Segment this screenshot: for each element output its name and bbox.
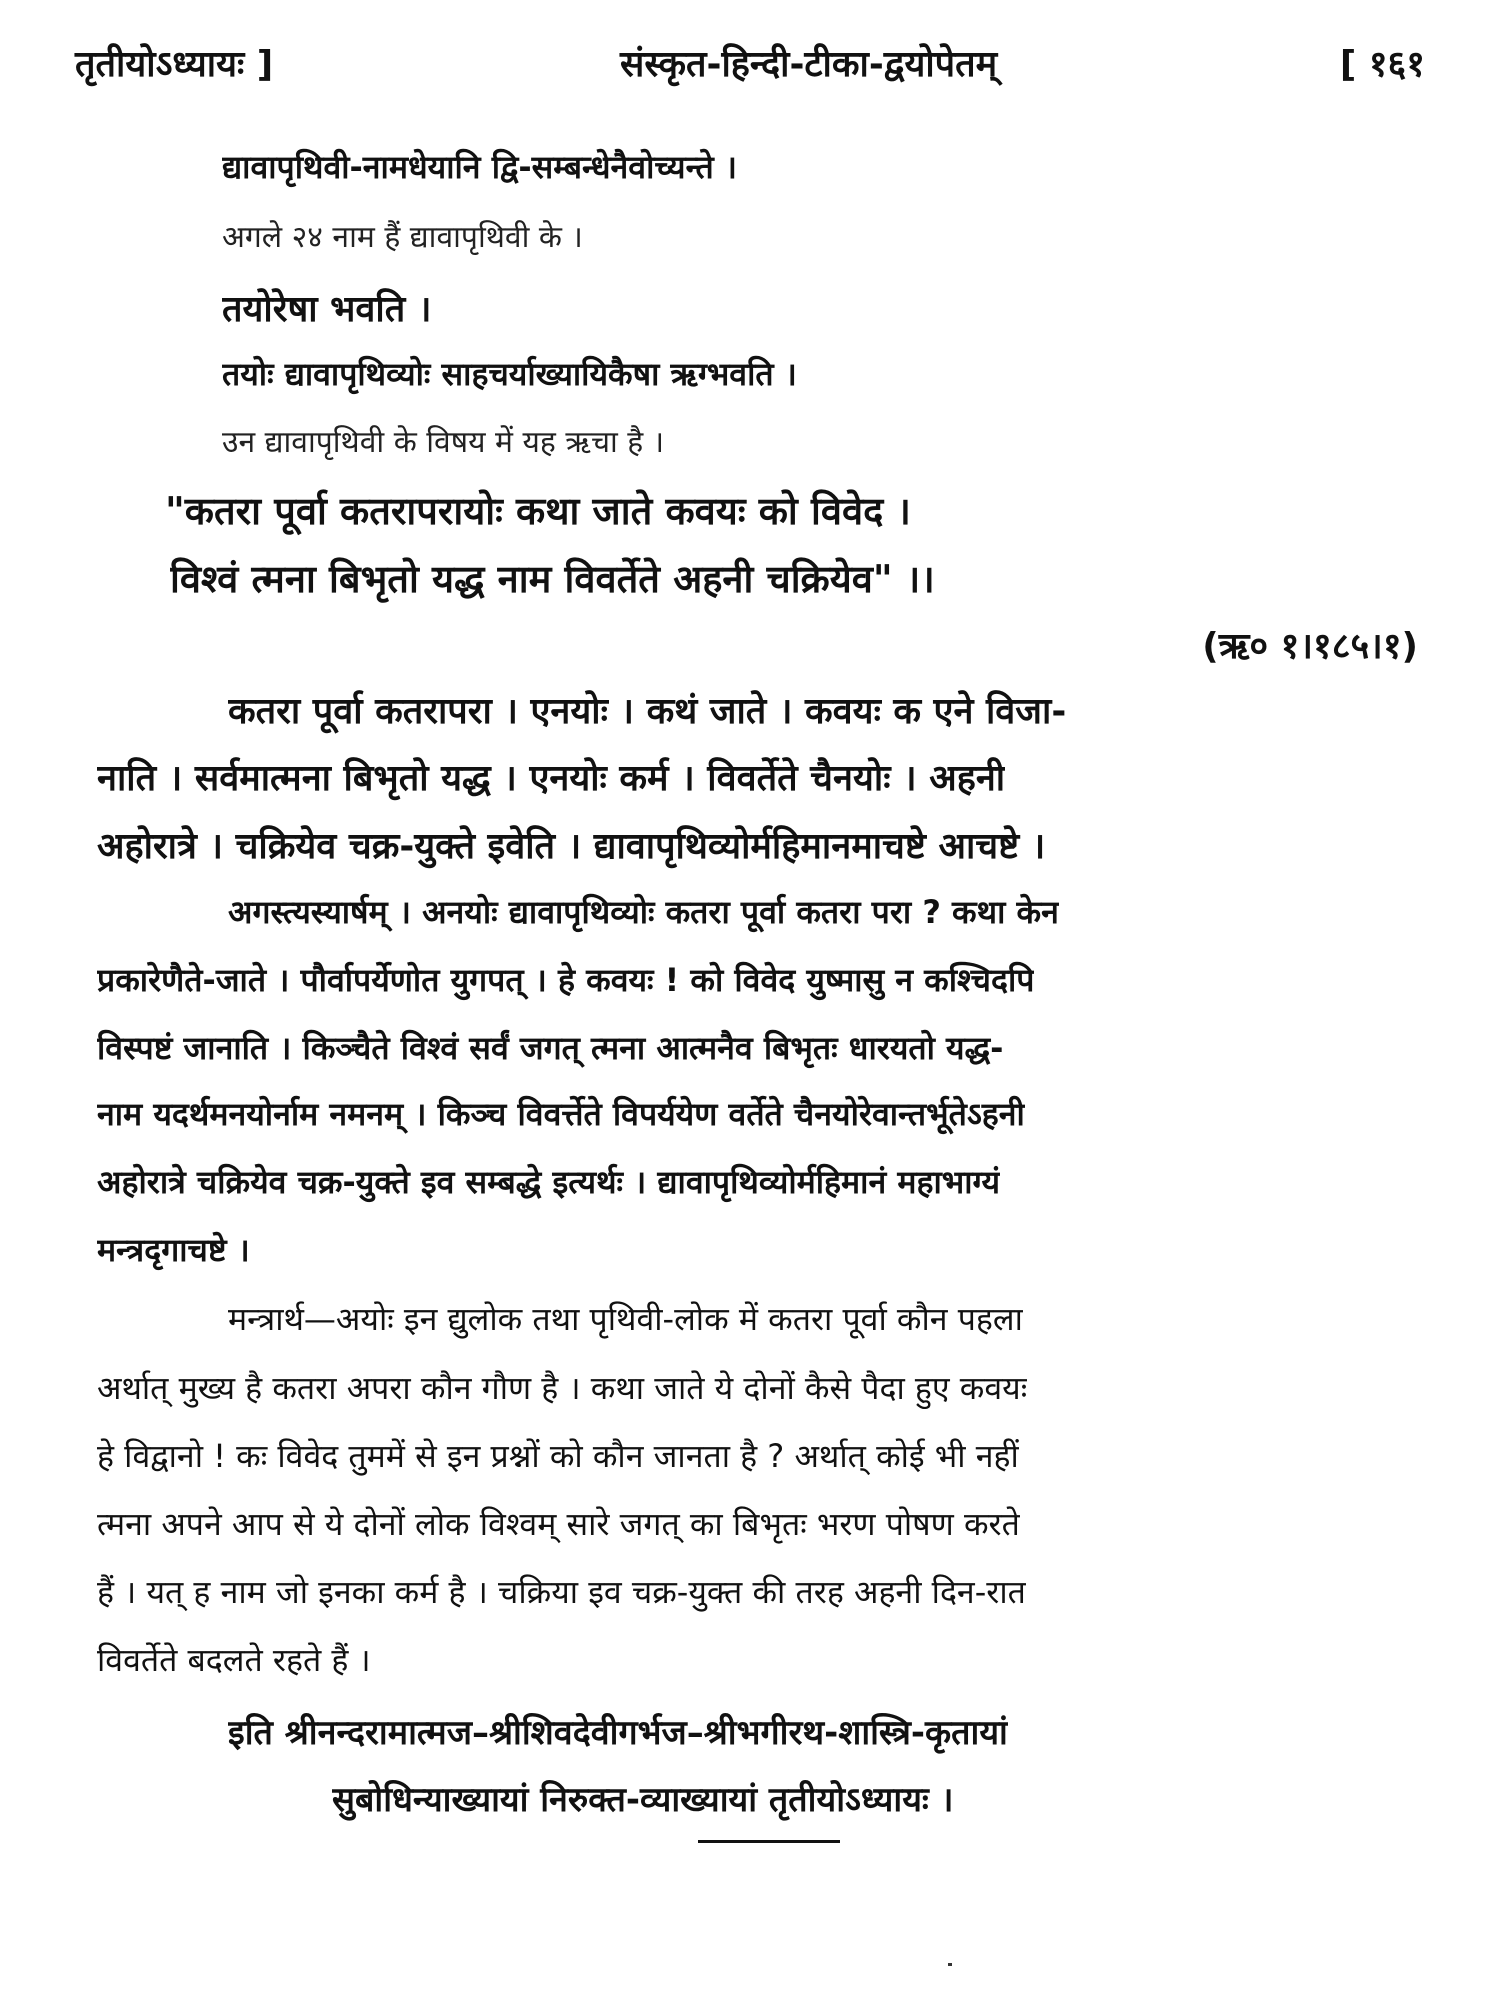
intro-line-5: उन द्यावापृथिवी के विषय में यह ऋचा है । <box>222 425 665 460</box>
chapter-heading: तृतीयोऽध्यायः ] <box>75 44 274 85</box>
meaning-line-4: त्मना अपने आप से ये दोनों लोक विश्वम् सारे जगत् का बिभृतः भरण पोषण करते <box>97 1505 1020 1543</box>
intro-line-2: अगले २४ नाम हैं द्यावापृथिवी के । <box>222 220 583 255</box>
colophon-line-2: सुबोधिन्याख्यायां निरुक्त-व्याख्यायां तृतीयोऽध्यायः । <box>332 1780 954 1820</box>
mantra-line-2: विश्वं त्मना बिभृतो यद्ध नाम विवर्तेते अहनी चक्रियेव" ।। <box>170 557 935 601</box>
end-rule <box>698 1840 840 1843</box>
commentary-line-1: अगस्त्यस्यार्षम् । अनयोः द्यावापृथिव्योः कतरा पूर्वा कतरा परा ? कथा केन <box>228 893 1059 931</box>
meaning-line-1: मन्त्रार्थ—अयोः इन द्युलोक तथा पृथिवी-लोक में कतरा पूर्वा कौन पहला <box>228 1300 1023 1338</box>
book-title: संस्कृत-हिन्दी-टीका-द्वयोपेतम् <box>620 44 998 85</box>
commentary-line-4: नाम यदर्थमनयोर्नाम नमनम् । किञ्च विवर्त्तेते विपर्ययेण वर्तेते चैनयोरेवान्तर्भूतेऽहनी <box>97 1095 1025 1133</box>
intro-line-1: द्यावापृथिवी-नामधेयानि द्वि-सम्बन्धेनैवोच्यन्ते । <box>222 148 737 186</box>
nirukta-line-2: नाति । सर्वमात्मना बिभृतो यद्ध । एनयोः कर्म । विवर्तेते चैनयोः । अहनी <box>97 758 1006 799</box>
verse-reference: (ऋ० १।१८५।१) <box>1202 626 1418 667</box>
intro-line-4: तयोः द्यावापृथिव्योः साहचर्याख्यायिकैषा ऋग्भवति । <box>222 355 797 393</box>
print-speck <box>948 1963 952 1966</box>
commentary-line-5: अहोरात्रे चक्रियेव चक्र-युक्ते इव सम्बद्धे इत्यर्थः । द्यावापृथिव्योर्महिमानं महाभाग्यं <box>97 1163 1001 1201</box>
commentary-line-2: प्रकारेणैते-जाते । पौर्वापर्येणोत युगपत् । हे कवयः ! को विवेद युष्मासु न कश्चिदपि <box>97 961 1035 999</box>
nirukta-line-3: अहोरात्रे । चक्रियेव चक्र-युक्ते इवेति । द्यावापृथिव्योर्महिमानमाचष्टे आचष्टे । <box>97 826 1046 867</box>
colophon-line-1: इति श्रीनन्दरामात्मज–श्रीशिवदेवीगर्भज–श्रीभगीरथ-शास्त्रि-कृतायां <box>228 1713 1008 1753</box>
intro-line-3: तयोरेषा भवति । <box>222 289 432 330</box>
page-header <box>75 38 1425 98</box>
meaning-line-6: विवर्तेते बदलते रहते हैं । <box>97 1641 371 1679</box>
mantra-line-1: "कतरा पूर्वा कतरापरायोः कथा जाते कवयः को विवेद । <box>165 489 911 533</box>
page-number: [ १६१ <box>1339 44 1425 85</box>
meaning-line-3: हे विद्वानो ! कः विवेद तुममें से इन प्रश्नों को कौन जानता है ? अर्थात् कोई भी नहीं <box>97 1437 1019 1475</box>
meaning-line-2: अर्थात् मुख्य है कतरा अपरा कौन गौण है । कथा जाते ये दोनों कैसे पैदा हुए कवयः <box>97 1369 1028 1407</box>
commentary-line-3: विस्पष्टं जानाति । किञ्चैते विश्वं सर्वं जगत् त्मना आत्मनैव बिभृतः धारयतो यद्ध- <box>97 1029 1004 1067</box>
commentary-line-6: मन्त्रदृगाचष्टे । <box>97 1231 250 1269</box>
meaning-line-5: हैं । यत् ह नाम जो इनका कर्म है । चक्रिया इव चक्र-युक्त की तरह अहनी दिन-रात <box>97 1573 1026 1611</box>
nirukta-line-1: कतरा पूर्वा कतरापरा । एनयोः । कथं जाते । कवयः क एने विजा- <box>228 691 1067 732</box>
